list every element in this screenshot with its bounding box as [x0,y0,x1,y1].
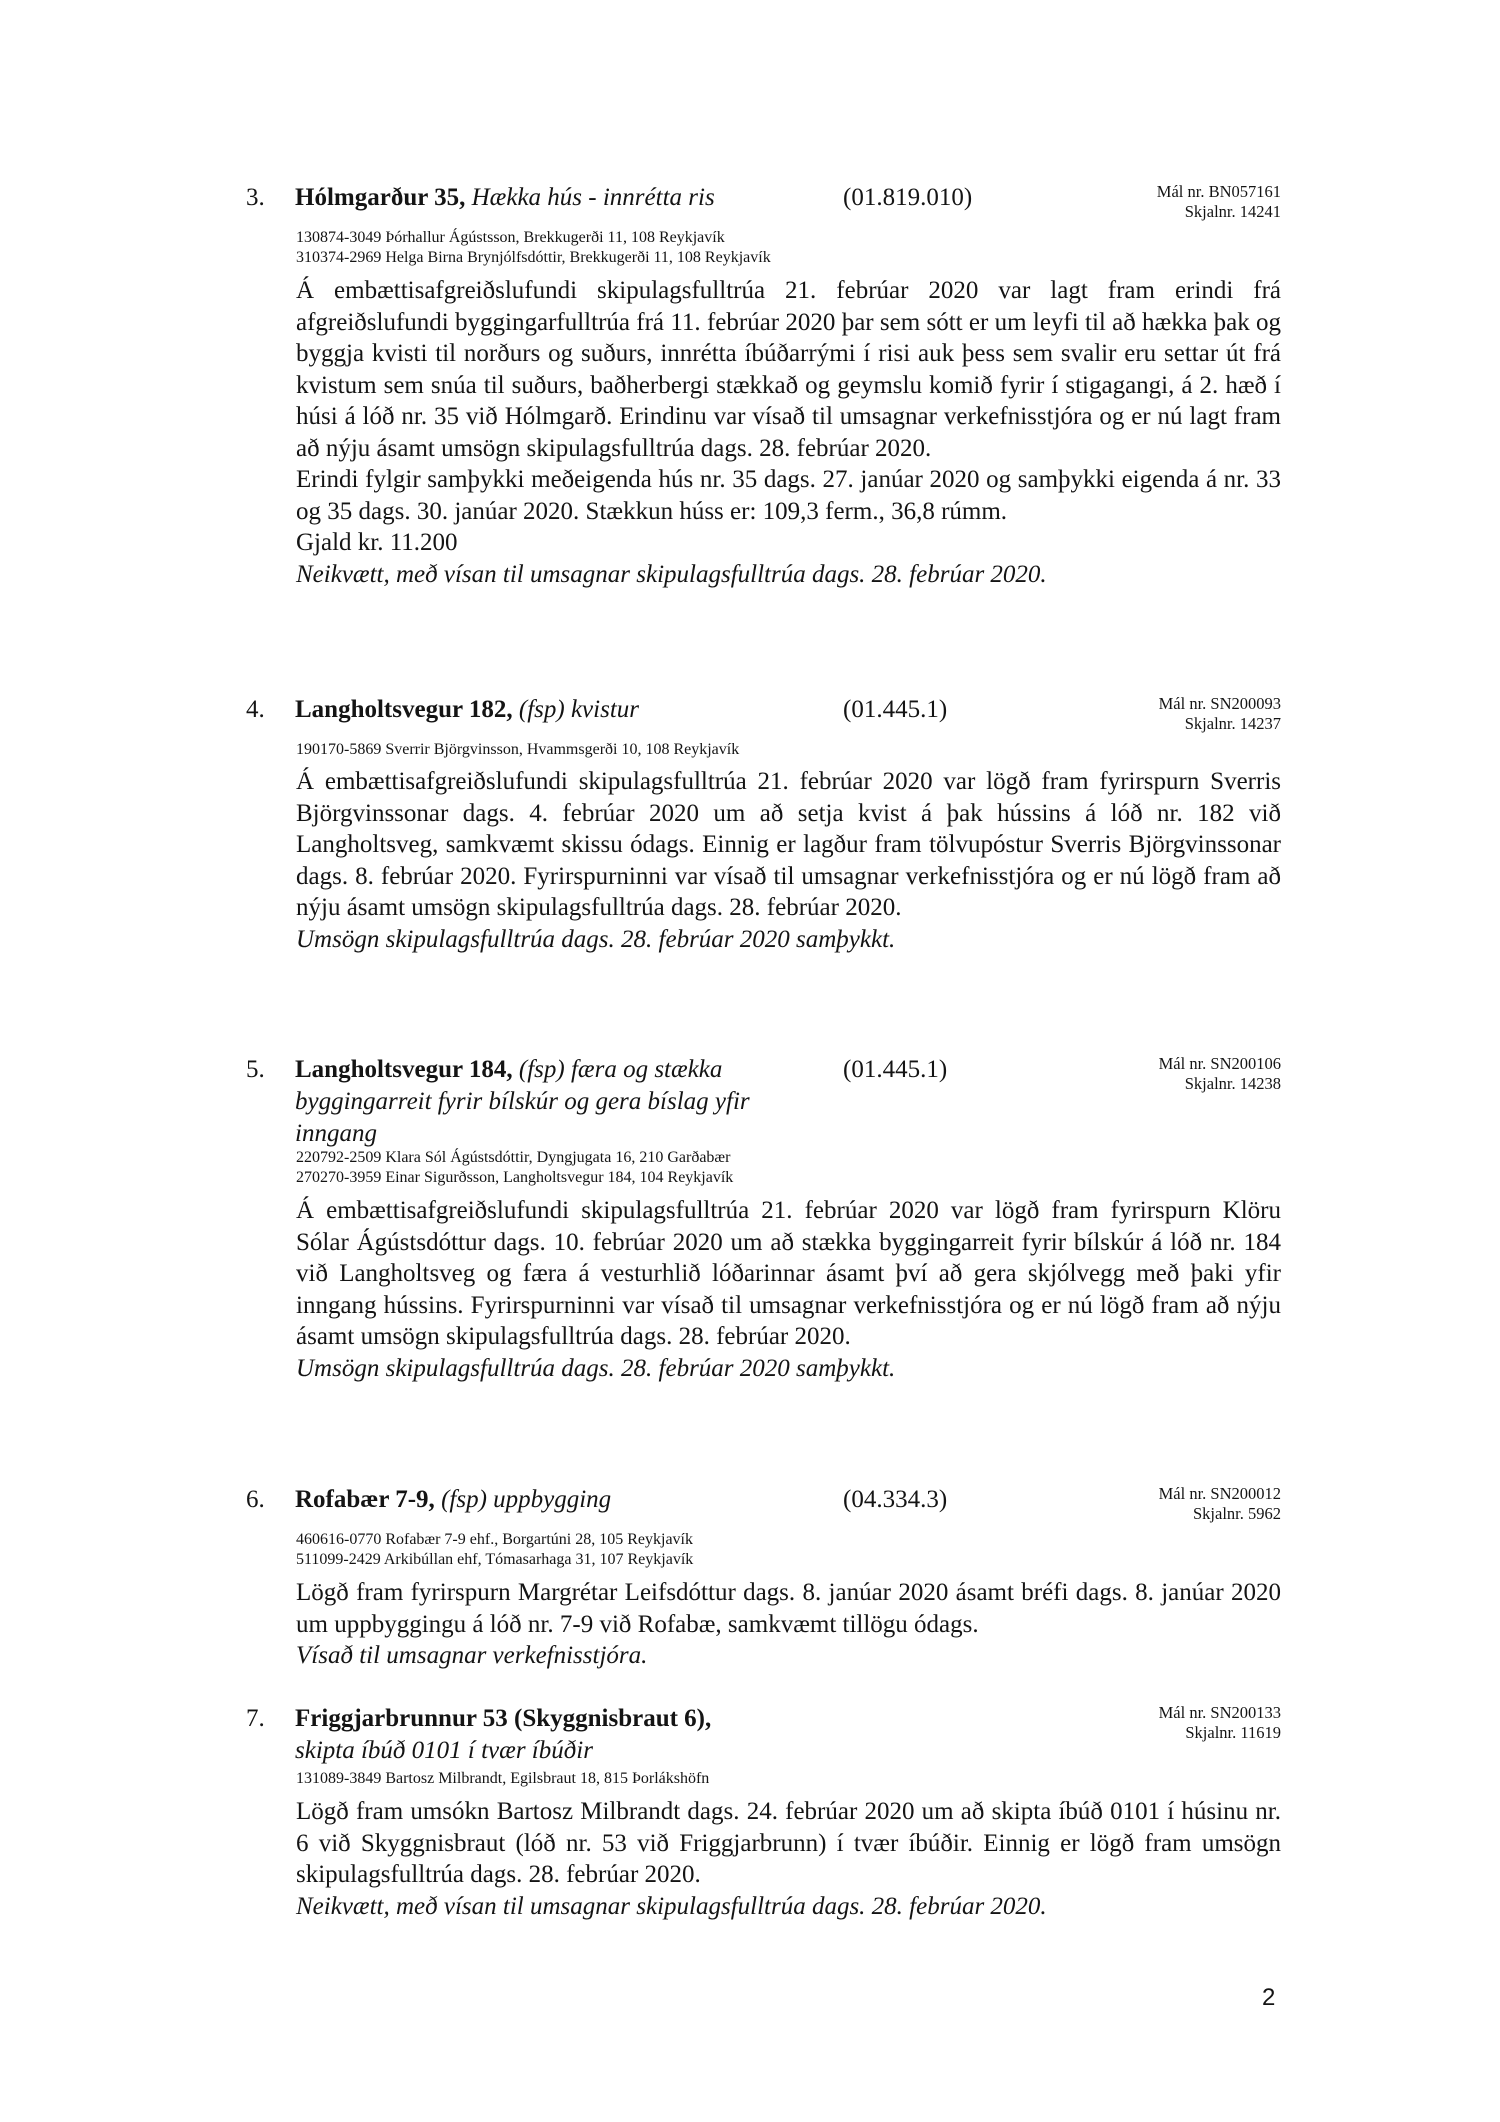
item-address: Rofabær 7-9, [295,1486,435,1513]
item-heading [295,1484,815,1516]
skjal-nr: Skjalnr. 14238 [1184,1074,1281,1093]
applicant-line: 310374-2969 Helga Birna Brynjólfsdóttir, Brekkugerði 11, 108 Reykjavík [296,248,771,266]
item-reference [1159,1484,1281,1524]
item-heading [295,1054,805,1150]
item-subject: (fsp) færa og stækka byggingarreit fyrir bílskúr og gera bíslag yfir inngang [295,1056,750,1147]
item-subject: skipta íbúð 0101 í tvær íbúðir [295,1737,593,1764]
applicant-line: 511099-2429 Arkibúllan ehf, Tómasarhaga 31, 107 Reykjavík [296,1550,694,1568]
item-heading [295,182,815,214]
item-conclusion: Neikvætt, með vísan til umsagnar skipulagsfulltrúa dags. 28. febrúar 2020. [296,560,1047,588]
mal-nr: Mál nr. BN057161 [1156,182,1281,201]
item-code: (01.445.1) [843,696,948,723]
item-number: 7. [246,1705,265,1732]
item-applicants [296,740,739,760]
item-subject: (fsp) uppbygging [441,1486,612,1513]
item-paragraph: Á embættisafgreiðslufundi skipulagsfulltrúa 21. febrúar 2020 var lögð fram fyrirspurn Klöru Sólar Ágústsdóttur dags. 10. febrúar 2020 um að stækka byggingarreit fyrir bílskúr á lóð nr. 184 við Langholtsveg og færa á vesturhlið lóðarinnar ásamt því að gera skjólvegg með þaki yfir inngang hússins. Fyrirspurninni var vísað til umsagnar verkefnisstjóra og er nú lögð fram að nýju ásamt umsögn skipulagsfulltrúa dags. 28. febrúar 2020. [296,1197,1281,1350]
item-code: (04.334.3) [843,1486,948,1513]
mal-nr: Mál nr. SN200106 [1158,1054,1281,1073]
item-address: Friggjarbrunnur 53 (Skyggnisbraut 6), [295,1705,712,1732]
item-body [296,1796,1281,1922]
item-paragraph: Gjald kr. 11.200 [296,529,458,556]
mal-nr: Mál nr. SN200093 [1158,694,1281,713]
applicant-line: 460616-0770 Rofabær 7-9 ehf., Borgartúni 28, 105 Reykjavík [296,1531,693,1548]
skjal-nr: Skjalnr. 11619 [1185,1723,1281,1742]
mal-nr: Mál nr. SN200012 [1158,1484,1281,1503]
applicant-line: 220792-2509 Klara Sól Ágústsdóttir, Dyngjugata 16, 210 Garðabær [296,1149,731,1166]
item-body [296,275,1281,590]
item-conclusion: Umsögn skipulagsfulltrúa dags. 28. febrúar 2020 samþykkt. [296,925,896,953]
item-reference [1159,1054,1281,1094]
item-reference [1159,1703,1281,1743]
item-applicants [296,1769,709,1789]
item-body [296,766,1281,955]
item-applicants [296,1148,733,1187]
item-heading [295,1703,855,1767]
item-number: 6. [246,1486,265,1513]
item-conclusion: Umsögn skipulagsfulltrúa dags. 28. febrúar 2020 samþykkt. [296,1354,896,1382]
item-conclusion: Neikvætt, með vísan til umsagnar skipulagsfulltrúa dags. 28. febrúar 2020. [296,1892,1047,1920]
item-address: Langholtsvegur 182, [295,696,513,723]
item-paragraph: Lögð fram fyrirspurn Margrétar Leifsdóttur dags. 8. janúar 2020 ásamt bréfi dags. 8. janúar 2020 um uppbyggingu á lóð nr. 7-9 við Rofabæ, samkvæmt tillögu ódags. [296,1579,1281,1638]
applicant-line: 131089-3849 Bartosz Milbrandt, Egilsbraut 18, 815 Þorlákshöfn [296,1770,710,1787]
applicant-line: 270270-3959 Einar Sigurðsson, Langholtsvegur 184, 104 Reykjavík [296,1168,734,1186]
item-conclusion: Vísað til umsagnar verkefnisstjóra. [296,1642,648,1669]
item-paragraph: Erindi fylgir samþykki meðeigenda hús nr. 35 dags. 27. janúar 2020 og samþykki eigenda á nr. 33 og 35 dags. 30. janúar 2020. Stækkun húss er: 109,3 ferm., 36,8 rúmm. [296,466,1281,525]
item-body [296,1577,1281,1672]
skjal-nr: Skjalnr. 14237 [1184,714,1281,733]
item-reference [1159,694,1281,734]
item-applicants [296,1530,693,1569]
mal-nr: Mál nr. SN200133 [1158,1703,1281,1722]
item-applicants [296,228,771,267]
item-subject: Hækka hús - innrétta ris [471,184,715,211]
item-reference [1157,182,1281,222]
item-subject: (fsp) kvistur [518,696,640,723]
item-number: 5. [246,1056,265,1083]
item-code: (01.445.1) [843,1056,948,1083]
item-code: (01.819.010) [843,184,973,211]
item-paragraph: Á embættisafgreiðslufundi skipulagsfulltrúa 21. febrúar 2020 var lögð fram fyrirspurn Sverris Björgvinssonar dags. 4. febrúar 2020 um að setja kvist á þak hússins á lóð nr. 182 við Langholtsveg, samkvæmt skissu ódags. Einnig er lagður fram tölvupóstur Sverris Björgvinssonar dags. 8. febrúar 2020. Fyrirspurninni var vísað til umsagnar verkefnisstjóra og er nú lögð fram að nýju ásamt umsögn skipulagsfulltrúa dags. 28. febrúar 2020. [296,768,1281,921]
item-heading [295,694,815,726]
item-number: 3. [246,184,265,211]
skjal-nr: Skjalnr. 5962 [1192,1504,1281,1523]
item-address: Langholtsvegur 184, [295,1056,513,1083]
item-body [296,1195,1281,1384]
item-number: 4. [246,696,265,723]
applicant-line: 130874-3049 Þórhallur Ágústsson, Brekkugerði 11, 108 Reykjavík [296,229,725,246]
item-paragraph: Lögð fram umsókn Bartosz Milbrandt dags. 24. febrúar 2020 um að skipta íbúð 0101 í húsinu nr. 6 við Skyggnisbraut (lóð nr. 53 við Friggjarbrunn) í tvær íbúðir. Einnig er lögð fram umsögn skipulagsfulltrúa dags. 28. febrúar 2020. [296,1798,1281,1888]
skjal-nr: Skjalnr. 14241 [1184,202,1281,221]
applicant-line: 190170-5869 Sverrir Björgvinsson, Hvammsgerði 10, 108 Reykjavík [296,741,740,758]
item-paragraph: Á embættisafgreiðslufundi skipulagsfulltrúa 21. febrúar 2020 var lagt fram erindi frá afgreiðslufundi byggingarfulltrúa frá 11. febrúar 2020 þar sem sótt er um leyfi til að hækka þak og byggja kvisti til norðurs og suðurs, innrétta íbúðarrými í risi auk þess sem svalir eru settar út frá kvistum sem snúa til suðurs, baðherbergi stækkað og geymslu komið fyrir í stigagangi, á 2. hæð í húsi á lóð nr. 35 við Hólmgarð. Erindinu var vísað til umsagnar verkefnisstjóra og er nú lagt fram að nýju ásamt umsögn skipulagsfulltrúa dags. 28. febrúar 2020. [296,277,1281,462]
page-number: 2 [1262,1984,1276,2011]
item-address: Hólmgarður 35, [295,184,466,211]
